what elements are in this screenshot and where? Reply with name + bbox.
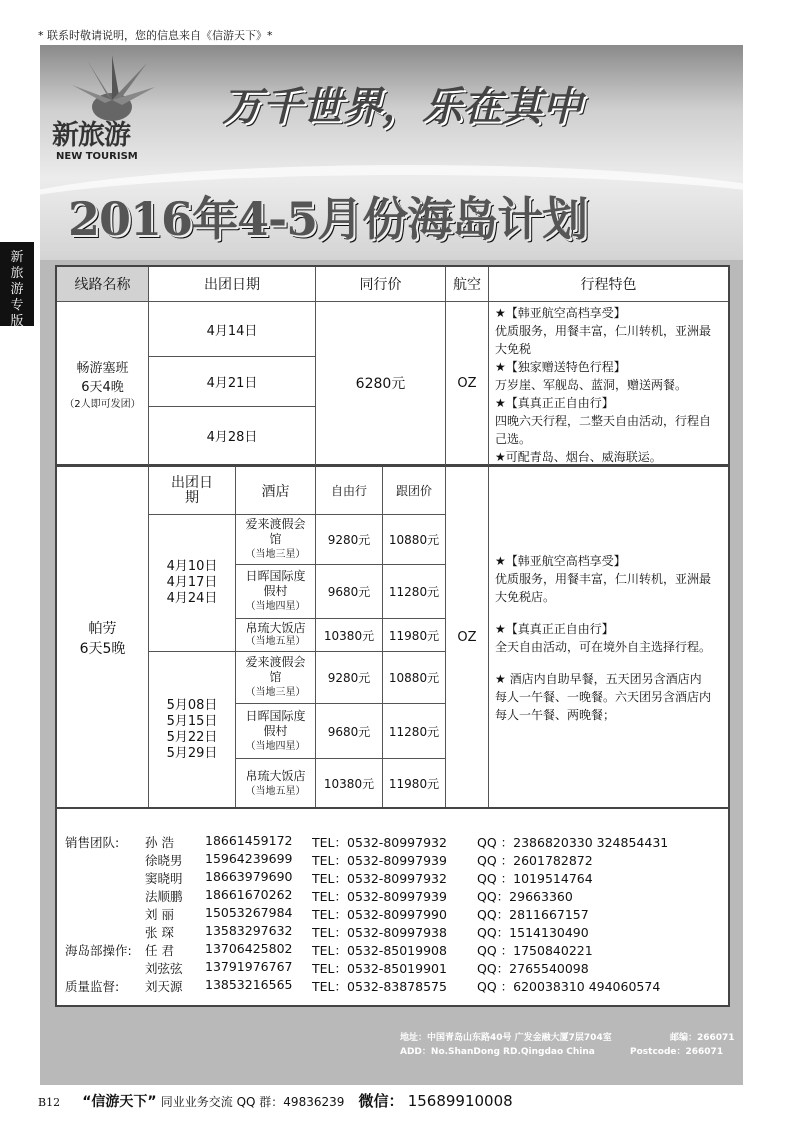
route-name: 帕劳 [88,620,117,637]
header-date: 出团日期 [149,267,316,302]
date-group-april [149,515,236,652]
contact-tel: TEL：0532-85019908 [312,943,447,958]
feature-line: ★ 酒店内自助早餐，五天团另含酒店内 [495,671,702,686]
wechat-id: 15689910008 [407,1092,513,1110]
logo [52,55,172,165]
hotel-star: （当地三星） [245,687,306,698]
hotel-cell [236,565,316,619]
free-price: 9280元 [316,652,383,704]
brand-name: “信游天下” [82,1094,157,1110]
date-cell: 4月28日 [149,407,316,467]
group-price: 10880元 [383,652,446,704]
airline-cell: OZ [446,467,489,808]
feature-line: 优质服务，用餐丰富，仁川转机，亚洲最 [495,324,712,338]
contact-mobile: 13853216565 [205,977,293,992]
header-feature: 行程特色 [489,267,728,302]
contact-row [57,887,728,903]
header-route: 线路名称 [57,267,149,302]
header-price: 同行价 [316,267,446,302]
side-tab-char: 游 [10,282,24,297]
contact-name: 张 琛 [145,925,174,940]
contact-mobile: 18661670262 [205,887,293,902]
subheader-group: 跟团价 [383,467,446,515]
contact-qq: QQ ：2386820330 324854431 [477,835,669,850]
hotel-name: 爱来渡假会馆 [245,655,306,684]
feature-line: 每人一午餐、两晚餐； [495,707,616,722]
free-price: 10380元 [316,619,383,652]
route-note: （2人即可发团） [64,398,141,410]
contact-tel: TEL：0532-80997938 [312,925,447,940]
date-line: 5月29日 [166,746,218,761]
contact-tel: TEL：0532-83878575 [312,979,447,994]
contact-qq: QQ：2811667157 [477,907,589,922]
date-line: 5月08日 [166,698,218,713]
contact-qq: QQ ：620038310 494060574 [477,979,661,994]
plan-title: 2016年4-5月份海岛计划 [68,192,588,246]
contact-mobile: 15053267984 [205,905,293,920]
feature-line: ★可配青岛、烟台、威海联运。 [495,450,662,464]
feature-line: ★【韩亚航空高档享受】 [495,553,626,568]
hotel-cell [236,619,316,652]
feature-line: 万岁崖、军舰岛、蓝洞，赠送两餐。 [495,378,688,392]
feature-line [495,656,711,670]
header-banner [40,45,743,260]
contact-tel: TEL：0532-80997990 [312,907,447,922]
route-name: 畅游塞班 [76,360,129,376]
postcode-cn: 邮编：266071 [670,1033,735,1043]
qq-group: 同业业务交流 QQ 群：49836239 [160,1095,345,1109]
contact-label: 海岛部操作: [65,943,132,958]
contact-label: 销售团队: [65,835,120,850]
free-price: 9680元 [316,565,383,619]
feature-line: 每人一午餐、一晚餐。六天团另含酒店内 [495,689,712,704]
contact-name: 法顺鹏 [145,889,183,904]
contact-tel: TEL：0532-80997932 [312,871,447,886]
contact-name: 任 君 [145,943,174,958]
free-price: 9280元 [316,515,383,565]
logo-text-en: NEW TOURISM [56,151,138,162]
price-cell: 6280元 [316,302,446,467]
feature-line: ★【独家赠送特色行程】 [495,360,626,374]
hotel-star: （当地四星） [245,740,306,752]
subheader-date: 出团日期 [149,467,236,515]
contact-tel: TEL：0532-80997939 [312,853,447,868]
contact-tel: TEL：0532-85019901 [312,961,447,976]
contact-row [57,977,728,993]
group-price: 11980元 [383,619,446,652]
subheader-free: 自由行 [316,467,383,515]
feature-cell [489,302,728,467]
hotel-star: （当地三星） [245,549,306,560]
route-saipan [57,302,149,467]
hotel-name: 日晖国际度假村 [245,708,306,738]
contact-tel: TEL：0532-80997932 [312,835,447,850]
date-cell: 4月21日 [149,357,316,407]
feature-line [495,606,711,620]
side-tab-char: 版 [10,314,24,329]
contact-mobile: 15964239699 [205,851,293,866]
address-cn: 地址：中国青岛山东路40号 广发金融大厦7层704室 [400,1033,612,1043]
contact-mobile: 13791976767 [205,959,293,974]
top-note: * 联系时敬请说明，您的信息来自《信游天下》* [38,29,273,42]
hotel-name: 日晖国际度假村 [245,569,306,598]
date-cell: 4月14日 [149,302,316,357]
contact-tel: TEL：0532-80997939 [312,889,447,904]
hotel-cell [236,652,316,704]
contact-name: 徐晓男 [145,853,183,868]
feature-line: ★【真真正正自由行】 [495,621,614,636]
slogan: 万千世界，乐在其中 [222,84,582,130]
date-line: 4月24日 [166,591,218,606]
hotel-name: 帛琉大饭店 [245,621,306,635]
flyer-frame [40,45,743,1085]
page-number: B12 [38,1096,61,1109]
feature-line: ★【真真正正自由行】 [495,396,614,410]
feature-line: 优质服务，用餐丰富，仁川转机，亚洲最 [495,571,712,586]
date-group-may [149,652,236,808]
contact-row [57,959,728,975]
hotel-cell [236,515,316,565]
postcode-en: Postcode：266071 [630,1047,724,1057]
contact-label: 质量监督: [65,979,120,994]
contact-row [57,833,728,849]
route-palau [57,467,149,808]
contact-mobile: 13706425802 [205,941,293,956]
contact-row [57,851,728,867]
feature-line: 四晚六天行程，二整天自由活动，行程自 [495,414,712,428]
contact-mobile: 18661459172 [205,833,293,848]
contact-name: 窦晓明 [145,871,183,886]
contact-qq: QQ：1514130490 [477,925,589,940]
footer-address [400,1031,735,1059]
hotel-name: 帛琉大饭店 [245,768,306,783]
free-price: 9680元 [316,704,383,759]
contact-name: 孙 浩 [145,835,174,850]
feature-cell [489,467,728,808]
contact-qq: QQ ：1019514764 [477,871,593,886]
subheader-hotel: 酒店 [236,467,316,515]
contact-row [57,905,728,921]
bottom-bar [38,1090,513,1111]
group-price: 10880元 [383,515,446,565]
hotel-star: （当地五星） [245,636,306,647]
group-price: 11280元 [383,565,446,619]
route-days: 6天4晚 [81,379,124,395]
date-line: 5月22日 [166,730,218,745]
feature-line: ★【韩亚航空高档享受】 [495,306,626,320]
feature-line: 大免税 [495,342,532,356]
logo-text-cn: 新旅游 [52,120,130,151]
hotel-star: （当地四星） [245,601,306,612]
side-tab-char: 专 [10,298,24,313]
side-tab-char: 旅 [10,266,24,281]
hotel-star: （当地五星） [245,785,306,797]
wechat-label: 微信： [358,1092,404,1110]
feature-line: 大免税店。 [495,589,556,604]
free-price: 10380元 [316,759,383,808]
address-en: ADD：No.ShanDong RD.Qingdao China [400,1047,595,1057]
contact-row [57,941,728,957]
group-price: 11280元 [383,704,446,759]
side-tab [0,242,34,329]
contact-name: 刘弦弦 [145,961,183,976]
feature-line: 全天自由活动，可在境外自主选择行程。 [495,639,712,654]
contact-name: 刘 丽 [145,907,174,922]
feature-line: 己选。 [495,432,532,446]
route-days: 6天5晚 [79,640,126,657]
contact-name: 刘天源 [145,979,183,994]
date-line: 4月10日 [166,559,218,574]
group-price: 11980元 [383,759,446,808]
contact-qq: QQ ：1750840221 [477,943,593,958]
contact-mobile: 13583297632 [205,923,293,938]
sales-team-panel [55,807,730,1007]
header-airline: 航空 [446,267,489,302]
contact-qq: QQ ：2601782872 [477,853,593,868]
hotel-cell [236,704,316,759]
contact-qq: QQ：29663360 [477,889,573,904]
hotel-name: 爱来渡假会馆 [245,517,306,546]
contact-mobile: 18663979690 [205,869,293,884]
side-tab-char: 新 [10,250,24,265]
contact-row [57,923,728,939]
contact-qq: QQ：2765540098 [477,961,589,976]
itinerary-table [55,265,730,810]
hotel-cell [236,759,316,808]
date-line: 4月17日 [166,575,218,590]
airline-cell: OZ [446,302,489,467]
date-line: 5月15日 [166,714,218,729]
contact-row [57,869,728,885]
